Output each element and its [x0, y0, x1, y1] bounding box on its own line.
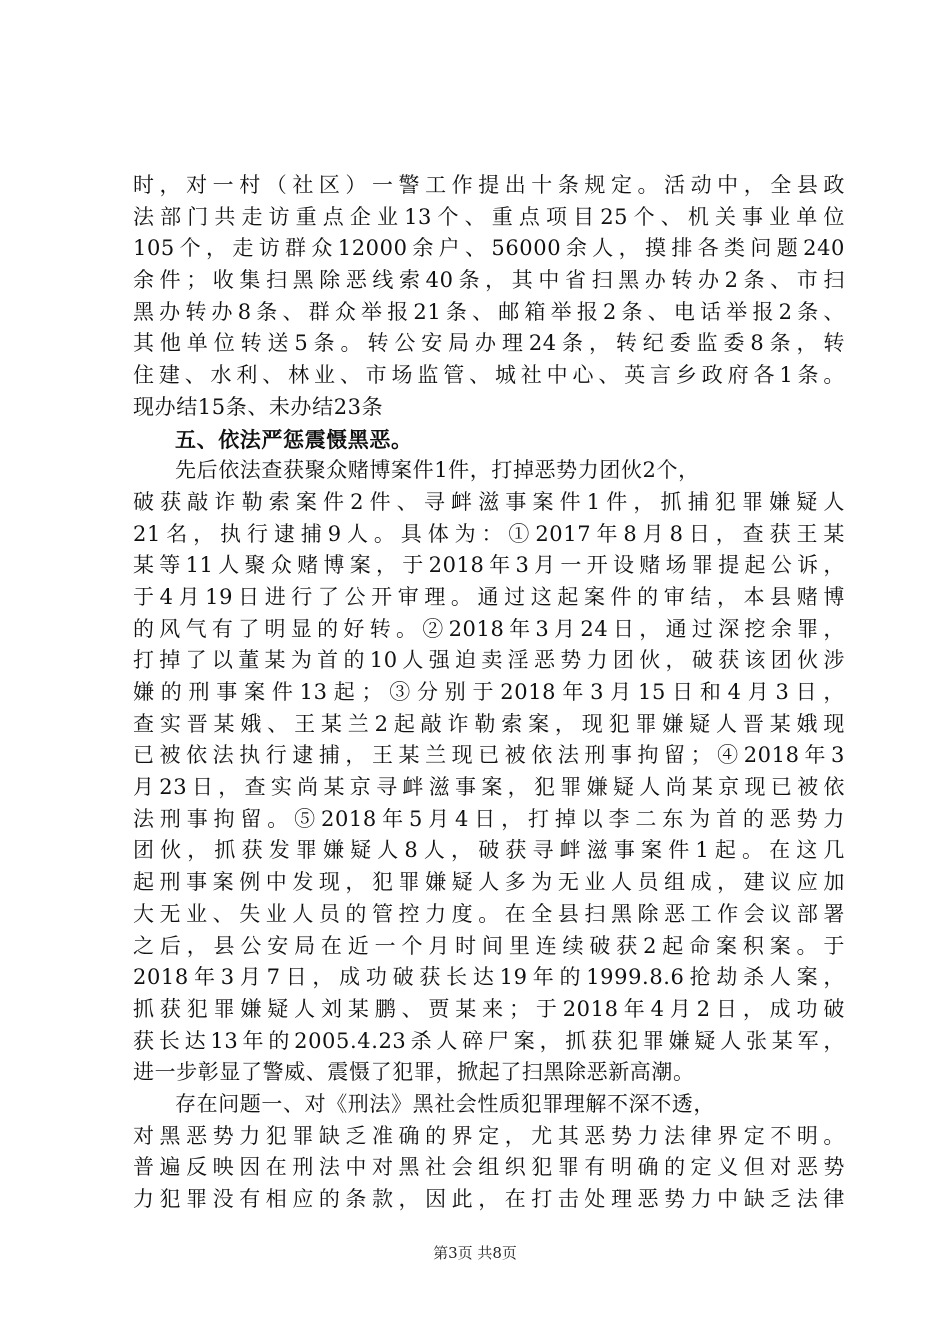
text-line: 21名，执行逮捕9人。具体为：①2017年8月8日，查获王某: [133, 521, 845, 546]
text-line: 团伙，抓获发罪嫌疑人8人，破获寻衅滋事案件1起。在这几: [133, 838, 845, 863]
paragraph-first-line: 存在问题一、对《刑法》黑社会性质犯罪理解不深不透，: [175, 1091, 715, 1116]
text-line: 现办结15条、未办结23条: [133, 394, 384, 419]
text-line: 余件；收集扫黑除恶线索40条，其中省扫黑办转办2条、市扫: [133, 268, 845, 293]
section-heading: 五、依法严惩震慑黑恶。: [175, 426, 413, 452]
text-line: 时，对一村（社区）一警工作提出十条规定。活动中，全县政: [133, 173, 845, 197]
text-line: 的风气有了明显的好转。②2018年3月24日，通过深挖余罪，: [133, 616, 845, 641]
text-line: 打掉了以董某为首的10人强迫卖淫恶势力团伙，破获该团伙涉: [133, 648, 845, 673]
text-line: 黑办转办8条、群众举报21条、邮箱举报2条、电话举报2条、: [133, 299, 845, 324]
text-line: 普遍反映因在刑法中对黑社会组织犯罪有明确的定义但对恶势: [133, 1155, 845, 1180]
text-line: 其他单位转送5条。转公安局办理24条，转纪委监委8条，转: [133, 331, 845, 356]
text-line: 起刑事案例中发现，犯罪嫌疑人多为无业人员组成，建议应加: [133, 870, 845, 895]
text-line: 查实晋某娥、王某兰2起敲诈勒索案，现犯罪嫌疑人晋某娥现: [133, 711, 845, 736]
text-line: 抓获犯罪嫌疑人刘某鹏、贾某来；于2018年4月2日，成功破: [133, 996, 845, 1021]
body-text: [133, 170, 845, 1216]
text-line: 某等11人聚众赌博案，于2018年3月一开设赌场罪提起公诉，: [133, 553, 845, 578]
text-line: 2018年3月7日，成功破获长达19年的1999.8.6抢劫杀人案，: [133, 965, 845, 990]
text-line: 力犯罪没有相应的条款，因此，在打击处理恶势力中缺乏法律: [133, 1187, 845, 1211]
text-line: 大无业、失业人员的管控力度。在全县扫黑除恶工作会议部署: [133, 901, 845, 926]
text-line: 破获敲诈勒索案件2件、寻衅滋事案件1件，抓捕犯罪嫌疑人: [133, 489, 845, 514]
text-line: 嫌的刑事案件13起；③分别于2018年3月15日和4月3日，: [133, 680, 845, 704]
text-line: 进一步彰显了警威、震慑了犯罪，掀起了扫黑除恶新高潮。: [133, 1060, 695, 1085]
text-line: 对黑恶势力犯罪缺乏准确的界定，尤其恶势力法律界定不明。: [133, 1123, 845, 1148]
text-line: 月23日，查实尚某京寻衅滋事案，犯罪嫌疑人尚某京现已被依: [133, 775, 845, 800]
text-line: 之后，县公安局在近一个月时间里连续破获2起命案积案。于: [133, 933, 845, 958]
text-line: 105个，走访群众12000余户、56000余人，摸排各类问题240: [133, 236, 845, 261]
paragraph-first-line: 先后依法查获聚众赌博案件1件，打掉恶势力团伙2个，: [175, 458, 700, 483]
text-line: 于4月19日进行了公开审理。通过这起案件的审结，本县赌博: [133, 584, 845, 609]
text-line: 法刑事拘留。⑤2018年5月4日，打掉以李二东为首的恶势力: [133, 806, 845, 831]
text-line: 法部门共走访重点企业13个、重点项目25个、机关事业单位: [133, 204, 845, 229]
page-number: 第3页 共8页: [433, 1244, 517, 1262]
text-line: 住建、水利、林业、市场监管、城社中心、英言乡政府各1条。: [133, 363, 845, 388]
text-line: 已被依法执行逮捕，王某兰现已被依法刑事拘留；④2018年3: [133, 743, 845, 768]
text-line: 获长达13年的2005.4.23杀人碎尸案，抓获犯罪嫌疑人张某军，: [133, 1028, 845, 1053]
